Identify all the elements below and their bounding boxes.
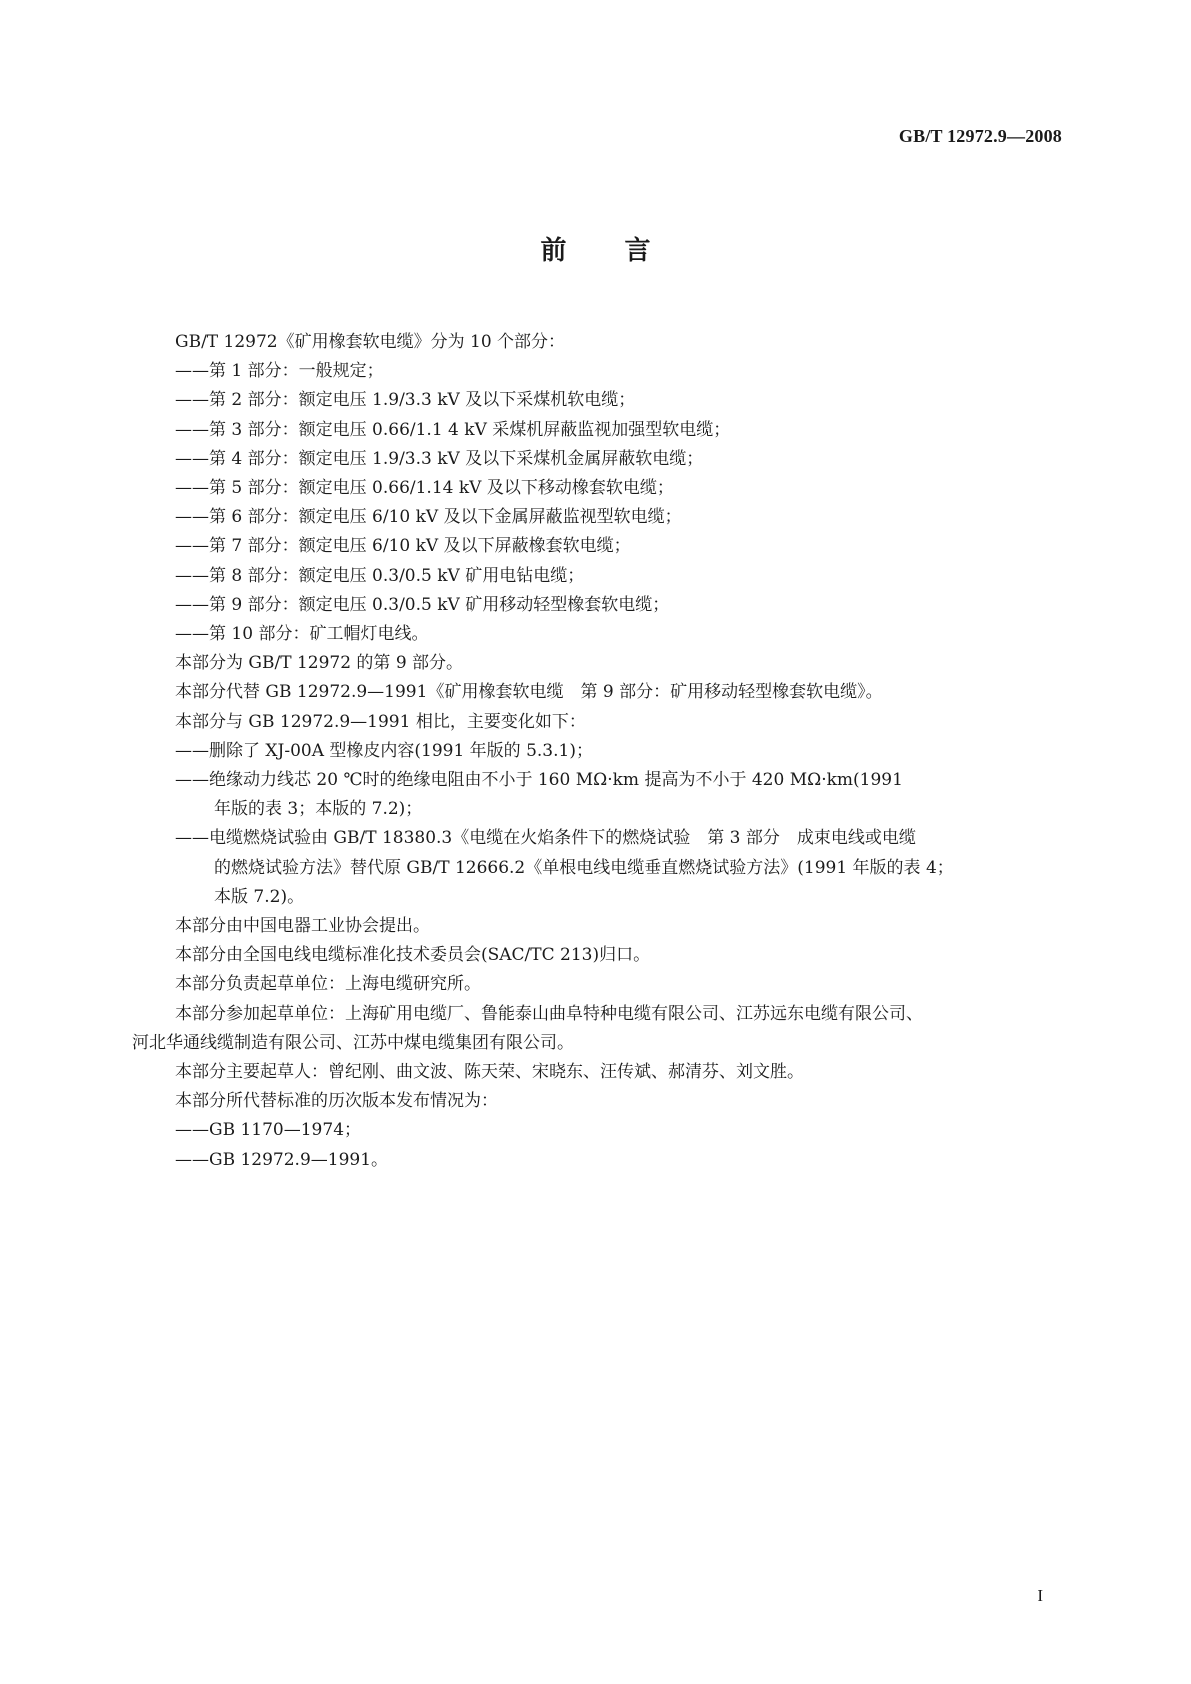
change-item-3-line-2: 的燃烧试验方法》替代原 GB/T 12666.2《单根电线电缆垂直燃烧试验方法》(1991 年版的表 4； bbox=[214, 857, 954, 878]
drafting-unit-paragraph: 本部分负责起草单位：上海电缆研究所。 bbox=[175, 974, 481, 995]
history-list-item: ——GB 12972.9—1991。 bbox=[175, 1149, 389, 1170]
history-list-item: ——GB 1170—1974； bbox=[175, 1120, 362, 1141]
replaces-paragraph: 本部分代替 GB 12972.9—1991《矿用橡套软电缆 第 9 部分：矿用移动轻型橡套软电缆》。 bbox=[175, 682, 883, 703]
change-item-2-line-2: 年版的表 3；本版的 7.2)； bbox=[214, 799, 423, 820]
part-list-item: ——第 9 部分：额定电压 0.3/0.5 kV 矿用移动轻型橡套软电缆； bbox=[175, 594, 670, 615]
part-list-item: ——第 5 部分：额定电压 0.66/1.14 kV 及以下移动橡套软电缆； bbox=[175, 478, 674, 499]
part-list-item: ——第 7 部分：额定电压 6/10 kV 及以下屏蔽橡套软电缆； bbox=[175, 536, 631, 557]
part-list-item: ——第 4 部分：额定电压 1.9/3.3 kV 及以下采煤机金属屏蔽软电缆； bbox=[175, 448, 704, 469]
page-number: I bbox=[1037, 1586, 1043, 1605]
change-item-3-line-1: ——电缆燃烧试验由 GB/T 18380.3《电缆在火焰条件下的燃烧试验 第 3 部分 成束电线或电缆 bbox=[175, 828, 916, 849]
page-title: 前言 bbox=[540, 236, 709, 266]
part-list-item: ——第 2 部分：额定电压 1.9/3.3 kV 及以下采煤机软电缆； bbox=[175, 390, 636, 411]
part-list-item: ——第 10 部分：矿工帽灯电线。 bbox=[175, 624, 429, 645]
part-list-item: ——第 8 部分：额定电压 0.3/0.5 kV 矿用电钻电缆； bbox=[175, 565, 585, 586]
part-list-item: ——第 3 部分：额定电压 0.66/1.1 4 kV 采煤机屏蔽监视加强型软电缆； bbox=[175, 419, 731, 440]
participants-paragraph-line-2: 河北华通线缆制造有限公司、江苏中煤电缆集团有限公司。 bbox=[132, 1032, 574, 1053]
change-item-1: ——删除了 XJ-00A 型橡皮内容(1991 年版的 5.3.1)； bbox=[175, 740, 593, 761]
intro-paragraph: GB/T 12972《矿用橡套软电缆》分为 10 个部分： bbox=[175, 332, 566, 352]
centralized-paragraph: 本部分由全国电线电缆标准化技术委员会(SAC/TC 213)归口。 bbox=[175, 945, 651, 966]
part-list-item: ——第 1 部分：一般规定； bbox=[175, 361, 384, 382]
compare-paragraph: 本部分与 GB 12972.9—1991 相比，主要变化如下： bbox=[175, 711, 586, 732]
change-item-3-line-3: 本版 7.2)。 bbox=[214, 886, 305, 907]
this-part-paragraph: 本部分为 GB/T 12972 的第 9 部分。 bbox=[175, 653, 464, 674]
history-intro-paragraph: 本部分所代替标准的历次版本发布情况为： bbox=[175, 1091, 498, 1112]
change-item-3 bbox=[132, 824, 1062, 912]
part-list-item: ——第 6 部分：额定电压 6/10 kV 及以下金属屏蔽监视型软电缆； bbox=[175, 507, 682, 528]
standard-code-header: GB/T 12972.9—2008 bbox=[898, 126, 1062, 146]
participants-paragraph-line-1: 本部分参加起草单位：上海矿用电缆厂、鲁能泰山曲阜特种电缆有限公司、江苏远东电缆有限公司、 bbox=[175, 1003, 923, 1024]
change-item-2 bbox=[132, 766, 1062, 824]
proposer-paragraph: 本部分由中国电器工业协会提出。 bbox=[175, 916, 430, 937]
change-item-2-line-1: ——绝缘动力线芯 20 ℃时的绝缘电阻由不小于 160 MΩ·km 提高为不小于 420 MΩ·km(1991 bbox=[175, 770, 903, 791]
drafters-paragraph: 本部分主要起草人：曾纪刚、曲文波、陈天荣、宋晓东、汪传斌、郝清芬、刘文胜。 bbox=[175, 1062, 804, 1083]
foreword-body bbox=[132, 328, 1062, 1175]
